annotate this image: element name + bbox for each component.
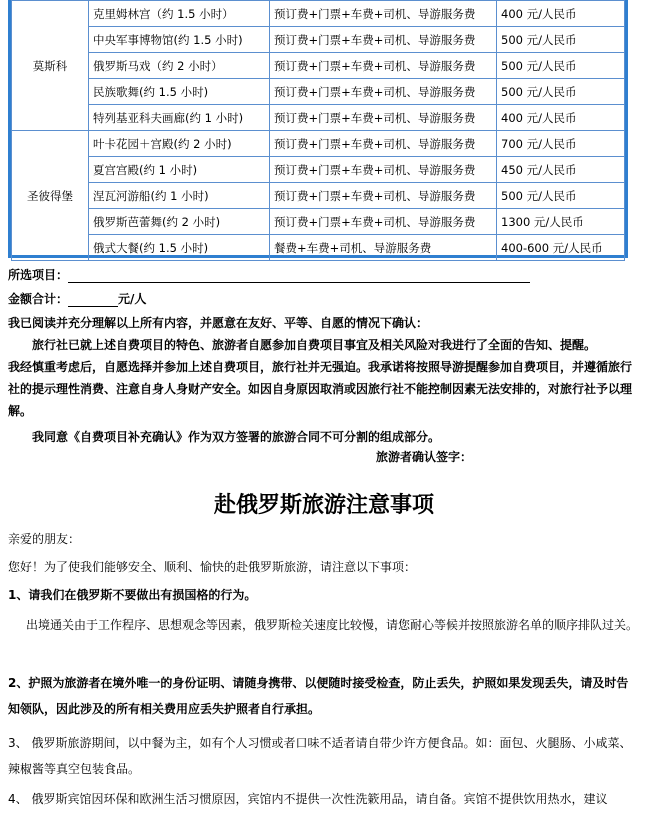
table-row: [12, 105, 625, 131]
project-cell: 中央军事博物馆(约 1.5 小时): [89, 27, 270, 53]
notice-intro: 您好！为了使我们能够安全、顺利、愉快的赴俄罗斯旅游，请注意以下事项：: [8, 560, 417, 574]
fees-cell: 预订费+门票+车费+司机、导游服务费: [270, 209, 497, 235]
price-cell: 1300 元/人民币: [497, 209, 625, 235]
table-row: [12, 131, 625, 157]
signature-label: 旅游者确认签字：: [376, 450, 473, 464]
total-amount-unit: 元/人: [118, 292, 147, 306]
selected-projects-line: [8, 266, 640, 283]
project-cell: 夏宫宫殿(约 1 小时): [89, 157, 270, 183]
price-cell: 500 元/人民币: [497, 27, 625, 53]
table-row: [12, 183, 625, 209]
table-row: [12, 53, 625, 79]
notice-title: 赴俄罗斯旅游注意事项: [213, 492, 434, 518]
project-cell: 特列基亚科夫画廊(约 1 小时): [89, 105, 270, 131]
project-cell: 叶卡花园＋宫殿(约 2 小时): [89, 131, 270, 157]
fees-cell: 预订费+门票+车费+司机、导游服务费: [270, 131, 497, 157]
total-amount-blank[interactable]: [68, 306, 118, 307]
notice-greeting: 亲爱的朋友：: [8, 532, 81, 546]
project-cell: 俄式大餐(约 1.5 小时): [89, 235, 270, 261]
selected-projects-label: 所选项目：: [8, 268, 69, 282]
fees-cell: 预订费+门票+车费+司机、导游服务费: [270, 53, 497, 79]
confirm-voluntary: 我经慎重考虑后，自愿选择并参加上述自费项目，旅行社并无强迫。我承诺将按照导游提醒参加自费项目，并遵循旅行社的提示理性消费、注意自身人身财产安全。如因自身原因取消或因旅行社不能控制因素无法安排的，对旅行社予以理解。: [8, 360, 633, 418]
price-cell: 450 元/人民币: [497, 157, 625, 183]
price-cell: 500 元/人民币: [497, 183, 625, 209]
table-row: [12, 1, 625, 27]
confirm-informed: 旅行社已就上述自费项目的特色、旅游者自愿参加自费项目事宜及相关风险对我进行了全面的告知、提醒。: [32, 338, 597, 352]
fees-cell: 预订费+门票+车费+司机、导游服务费: [270, 105, 497, 131]
total-amount-line: [8, 290, 640, 307]
fees-cell: 餐费+车费+司机、导游服务费: [270, 235, 497, 261]
project-cell: 涅瓦河游船(约 1 小时): [89, 183, 270, 209]
table-row: [12, 235, 625, 261]
total-amount-label: 金额合计：: [8, 292, 69, 306]
price-cell: 400-600 元/人民币: [497, 235, 625, 261]
notice-item-1-title: 1、请我们在俄罗斯不要做出有损国格的行为。: [8, 588, 257, 602]
table-row: [12, 157, 625, 183]
table-row: [12, 27, 625, 53]
price-cell: 400 元/人民币: [497, 105, 625, 131]
selected-projects-blank[interactable]: [68, 282, 530, 283]
project-cell: 民族歌舞(约 1.5 小时): [89, 79, 270, 105]
fees-cell: 预订费+门票+车费+司机、导游服务费: [270, 27, 497, 53]
price-cell: 700 元/人民币: [497, 131, 625, 157]
project-cell: 俄罗斯芭蕾舞(约 2 小时): [89, 209, 270, 235]
project-cell: 克里姆林宫（约 1.5 小时）: [89, 1, 270, 27]
self-paid-projects-table: [11, 0, 625, 261]
price-cell: 400 元/人民币: [497, 1, 625, 27]
price-cell: 500 元/人民币: [497, 79, 625, 105]
notice-item-1-body: 出境通关由于工作程序、思想观念等因素，俄罗斯检关速度比较慢，请您耐心等候并按照旅游名单的顺序排队过关。: [26, 618, 639, 632]
table-row: [12, 209, 625, 235]
city-cell: 圣彼得堡: [12, 131, 89, 261]
fees-cell: 预订费+门票+车费+司机、导游服务费: [270, 183, 497, 209]
notice-item-4: 4、 俄罗斯宾馆因环保和欧洲生活习惯原因，宾馆内不提供一次性洗簌用品，请自备。宾馆不提供饮用热水，建议: [8, 792, 608, 806]
table-row: [12, 79, 625, 105]
fees-cell: 预订费+门票+车费+司机、导游服务费: [270, 1, 497, 27]
confirm-statement: 我已阅读并充分理解以上所有内容，并愿意在友好、平等、自愿的情况下确认：: [8, 316, 429, 330]
notice-item-3: 3、 俄罗斯旅游期间，以中餐为主，如有个人习惯或者口味不适者请自带少许方便食品。如：面包、火腿肠、小咸菜、辣椒酱等真空包装食品。: [8, 736, 632, 776]
notice-item-2: 2、护照为旅游者在境外唯一的身份证明、请随身携带、以便随时接受检查，防止丢失，护照如果发现丢失，请及时告知领队，因此涉及的所有相关费用应丢失护照者自行承担。: [8, 676, 629, 716]
fees-table-frame: [8, 0, 628, 258]
confirm-contract: 我同意《自费项目补充确认》作为双方签署的旅游合同不可分割的组成部分。: [32, 430, 441, 444]
fees-cell: 预订费+门票+车费+司机、导游服务费: [270, 79, 497, 105]
fees-cell: 预订费+门票+车费+司机、导游服务费: [270, 157, 497, 183]
city-cell: 莫斯科: [12, 1, 89, 131]
project-cell: 俄罗斯马戏（约 2 小时）: [89, 53, 270, 79]
price-cell: 500 元/人民币: [497, 53, 625, 79]
